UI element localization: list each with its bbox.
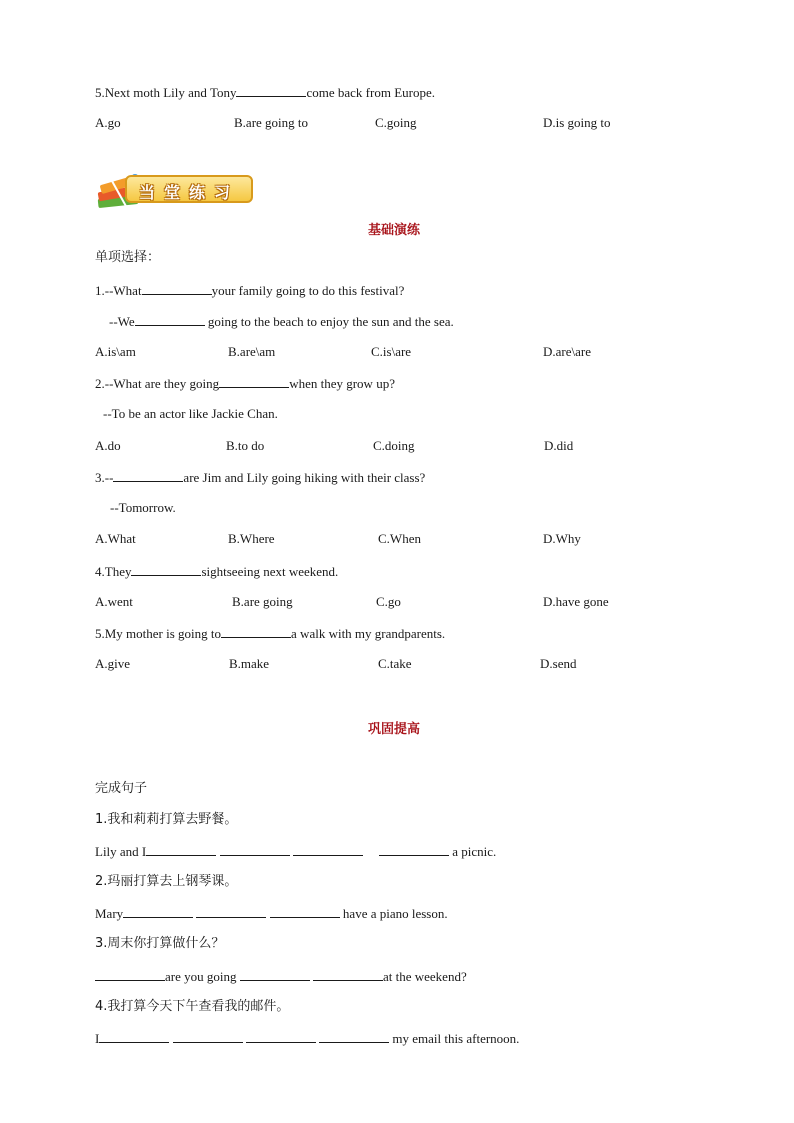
- option-a[interactable]: A.went: [95, 594, 133, 609]
- q5-stem: 5.My mother is going to a walk with my grandparents.: [95, 626, 446, 641]
- top-question-stem: 5.Next moth Lily and Tony come back from Europe.: [95, 85, 435, 100]
- s4-sentence: I my email this afternoon.: [95, 1031, 520, 1046]
- option-a[interactable]: A.give: [95, 656, 131, 671]
- answer-blank[interactable]: [240, 968, 310, 981]
- q2-stem: 2.--What are they going when they grow up?: [95, 376, 395, 391]
- answer-blank[interactable]: [99, 1030, 169, 1043]
- option-b[interactable]: B.to do: [226, 438, 265, 453]
- option-c[interactable]: C.take: [378, 656, 412, 671]
- answer-blank[interactable]: [293, 843, 363, 856]
- answer-blank[interactable]: [236, 84, 306, 97]
- answer-blank[interactable]: [113, 469, 183, 482]
- classroom-practice-banner: [95, 170, 260, 212]
- option-d[interactable]: D.send: [540, 656, 577, 671]
- answer-blank[interactable]: [123, 905, 193, 918]
- answer-blank[interactable]: [313, 968, 383, 981]
- q4-stem: 4.They sightseeing next weekend.: [95, 564, 339, 579]
- answer-blank[interactable]: [95, 968, 165, 981]
- option-b[interactable]: B.are\am: [228, 344, 276, 359]
- option-d[interactable]: D.Why: [543, 531, 581, 546]
- option-d[interactable]: D.are\are: [543, 344, 591, 359]
- answer-blank[interactable]: [196, 905, 266, 918]
- answer-blank[interactable]: [379, 843, 449, 856]
- answer-blank[interactable]: [246, 1030, 316, 1043]
- option-b[interactable]: B.make: [229, 656, 270, 671]
- q3-answer: --Tomorrow.: [110, 500, 176, 515]
- answer-blank[interactable]: [131, 563, 201, 576]
- answer-blank[interactable]: [146, 843, 216, 856]
- option-b[interactable]: B.are going: [232, 594, 293, 609]
- answer-blank[interactable]: [220, 843, 290, 856]
- s1-chinese: 1.我和莉莉打算去野餐。: [95, 812, 238, 827]
- option-b[interactable]: B.Where: [228, 531, 275, 546]
- answer-blank[interactable]: [219, 375, 289, 388]
- section-title-basic: 基础演练: [368, 223, 421, 238]
- s2-sentence: Mary have a piano lesson.: [95, 906, 448, 921]
- s1-sentence: Lily and I a picnic.: [95, 844, 497, 859]
- answer-blank[interactable]: [142, 282, 212, 295]
- section-title-consolidate: 巩固提高: [368, 722, 421, 737]
- answer-blank[interactable]: [135, 313, 205, 326]
- option-c[interactable]: C.When: [378, 531, 421, 546]
- option-d[interactable]: D.have gone: [543, 594, 609, 609]
- answer-blank[interactable]: [221, 625, 291, 638]
- instruction-complete-sentences: 完成句子: [95, 781, 148, 796]
- q3-stem: 3.-- are Jim and Lily going hiking with their class?: [95, 470, 426, 485]
- option-a[interactable]: A.is\am: [95, 344, 136, 359]
- option-c[interactable]: C.go: [376, 594, 401, 609]
- option-c[interactable]: C.going: [375, 115, 417, 130]
- s4-chinese: 4.我打算今天下午查看我的邮件。: [95, 999, 290, 1014]
- answer-blank[interactable]: [319, 1030, 389, 1043]
- option-a[interactable]: A.What: [95, 531, 136, 546]
- option-c[interactable]: C.doing: [373, 438, 415, 453]
- option-a[interactable]: A.go: [95, 115, 121, 130]
- q1-answer: --We going to the beach to enjoy the sun and the sea.: [109, 314, 454, 329]
- banner-label: 当堂练习: [139, 183, 240, 202]
- answer-blank[interactable]: [270, 905, 340, 918]
- s2-chinese: 2.玛丽打算去上钢琴课。: [95, 874, 238, 889]
- instruction-single-choice: 单项选择：: [95, 250, 161, 265]
- s3-sentence: are you going at the weekend?: [95, 968, 467, 985]
- answer-blank[interactable]: [173, 1030, 243, 1043]
- option-d[interactable]: D.did: [544, 438, 574, 453]
- option-a[interactable]: A.do: [95, 438, 121, 453]
- q1-stem: 1.--What your family going to do this festival?: [95, 283, 405, 298]
- option-b[interactable]: B.are going to: [234, 115, 309, 130]
- q2-answer: --To be an actor like Jackie Chan.: [103, 406, 278, 421]
- s3-chinese: 3.周末你打算做什么？: [95, 936, 225, 951]
- option-c[interactable]: C.is\are: [371, 344, 412, 359]
- option-d[interactable]: D.is going to: [543, 115, 611, 130]
